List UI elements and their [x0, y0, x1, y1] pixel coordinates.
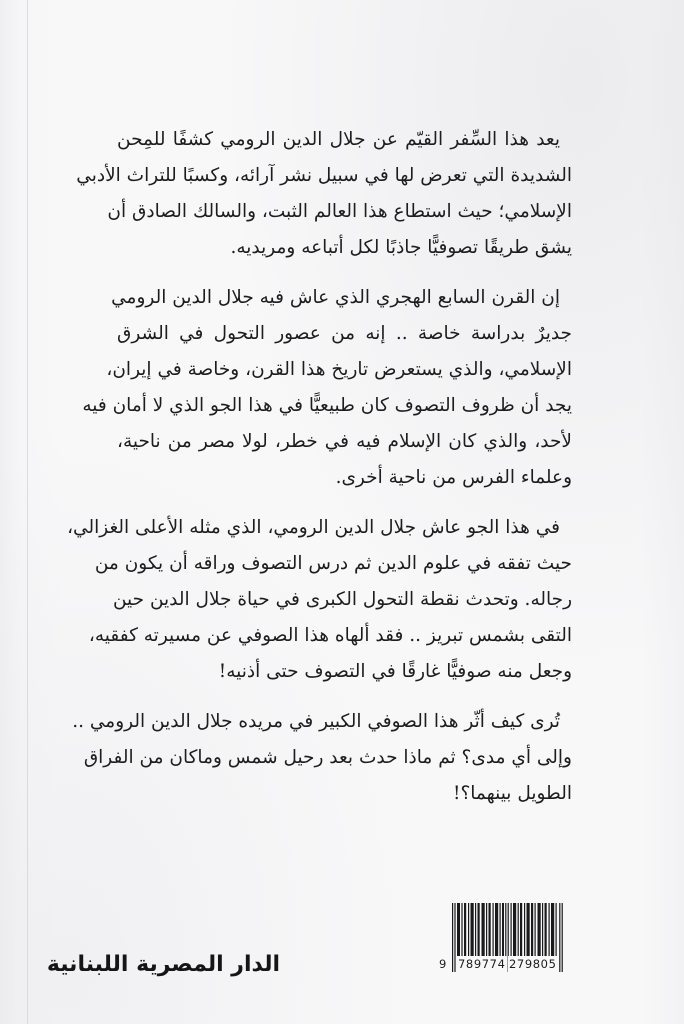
- paragraph-1: [76, 122, 584, 266]
- text-line: جديرٌ بدراسة خاصة .. إنه من عصور التحول في الشرق: [117, 323, 572, 344]
- text-line: رجاله. وتحدث نقطة التحول الكبرى في حياة جلال الدين حين: [112, 589, 572, 610]
- text-line: يجد أن ظروف التصوف كان طبيعيًّا في هذا الجو الذي لا أمان فيه: [82, 395, 572, 416]
- text-line: وجعل منه صوفيًّا غارقًا في التصوف حتى أذنيه!: [218, 661, 572, 682]
- text-line: وإلى أي مدى؟ ثم ماذا حدث بعد رحيل شمس وماكان من الفراق: [83, 747, 572, 768]
- isbn-barcode: [436, 900, 568, 976]
- text-line: إن القرن السابع الهجري الذي عاش فيه جلال الدين الرومي: [111, 287, 560, 308]
- isbn-digit-group-2: 279805: [509, 957, 557, 971]
- text-line: حيث تفقه في علوم الدين ثم درس التصوف وراقه أن يكون من: [94, 553, 572, 574]
- text-line: الإسلامي، والذي يستعرض تاريخ هذا القرن، وخاصة في إيران،: [106, 359, 572, 380]
- text-line: يعد هذا السِّفر القيّم عن جلال الدين الرومي كشفًا للمِحن: [117, 129, 560, 150]
- publisher-logo: الدار المصرية اللبنانية: [46, 952, 280, 977]
- isbn-digit-group-1: 789774: [458, 957, 506, 971]
- isbn-lead-digit: 9: [439, 957, 447, 971]
- paragraph-2: [82, 280, 584, 496]
- text-line: تُرى كيف أثّر هذا الصوفي الكبير في مريده جلال الدين الرومي ..: [72, 711, 560, 732]
- text-line: الطويل بينهما؟!: [453, 783, 572, 804]
- paragraph-4: [72, 704, 584, 812]
- blurb-text: [67, 122, 584, 826]
- text-line: الإسلامي؛ حيث استطاع هذا العالم الثبت، والسالك الصادق أن: [107, 201, 572, 222]
- spine-crease: [27, 0, 28, 1024]
- text-line: الشديدة التي تعرض لها في سبيل نشر آرائه، وكسبًا للتراث الأدبي: [76, 165, 572, 186]
- text-line: في هذا الجو عاش جلال الدين الرومي، الذي مثله الأعلى الغزالي،: [67, 517, 560, 538]
- paragraph-3: [67, 510, 584, 690]
- text-line: التقى بشمس تبريز .. فقد ألهاه هذا الصوفي عن مسيرته كفقيه،: [88, 625, 572, 646]
- text-line: وعلماء الفرس من ناحية أخرى.: [335, 467, 572, 488]
- text-line: يشق طريقًا تصوفيًّا جاذبًا لكل أتباعه ومريديه.: [230, 237, 572, 258]
- text-line: لأحد، والذي كان الإسلام فيه في خطر، لولا مصر من ناحية،: [117, 431, 572, 452]
